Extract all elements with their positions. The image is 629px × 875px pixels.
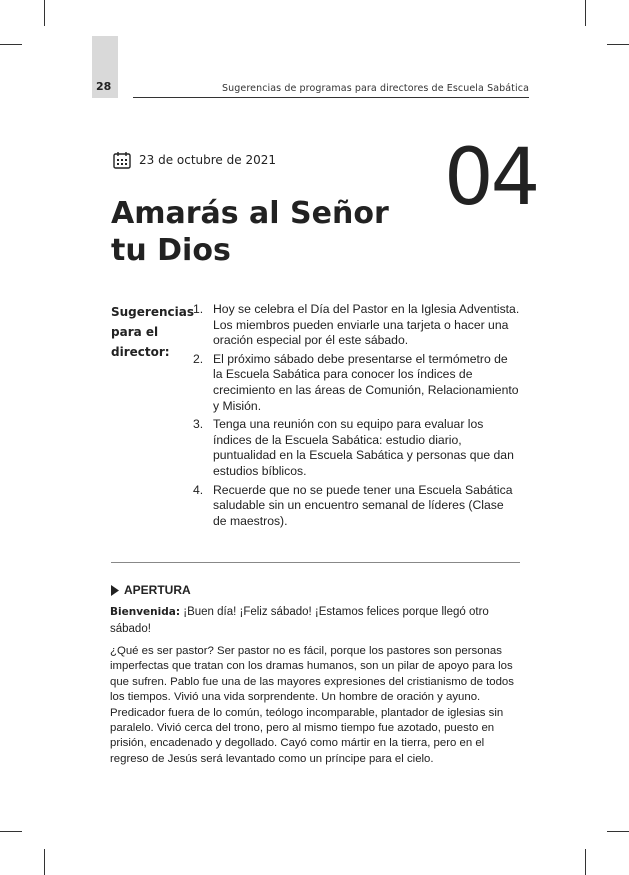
triangle-right-icon [110,585,119,596]
list-item [193,302,520,349]
item-text: Tenga una reunión con su equipo para evaluar los índices de la Escuela Sabática: estudio diario, puntualidad en la Escuela Sabática y personas que dan estudios bíblicos. [213,417,514,478]
item-text: Hoy se celebra el Día del Pastor en la Iglesia Adventista. Los miembros pueden enviarle una tarjeta o hacer una oración especial por él este sábado. [213,302,520,348]
body-paragraph: ¿Qué es ser pastor? Ser pastor no es fácil, porque los pastores son personas imperfectas que tratan con los dramas humanos, son un pilar de apoyo para los que sufren. Pablo fue una de las mayores expresiones del cristianismo de todos los tiempos. Vivió una vida sorprendente. Un hombre de oración y ayuno. Predicador fuera de lo común, teólogo incomparable, plantador de iglesias sin paralelo. Vivió cerca del trono, pero al mismo tiempo fue azotado, puesto en prisión, encadenado y degollado. Cayó como mártir en la tierra, pero en el regreso de Jesús será levantado como un príncipe para el cielo. [110,645,514,765]
crop-mark [0,44,22,45]
header-rule [133,97,529,98]
item-number: 4. [193,482,204,497]
page-number: 28 [96,80,112,93]
item-number: 1. [193,302,204,316]
welcome-text: ¡Buen día! ¡Feliz sábado! ¡Estamos felices porque llegó otro sábado! [110,606,489,635]
opening-heading [110,583,191,597]
crop-mark [585,0,586,26]
section-divider [111,562,520,563]
crop-mark [585,849,586,875]
lesson-date [113,151,276,169]
item-text: Recuerde que no se puede tener una Escuela Sabática saludable sin un encuentro semanal de líderes (Clase de maestros). [213,482,513,528]
list-item [193,417,520,479]
list-item [193,483,520,530]
crop-mark [44,0,45,26]
date-text: 23 de octubre de 2021 [139,153,276,167]
calendar-icon [113,151,131,169]
item-text: El próximo sábado debe presentarse el termómetro de la Escuela Sabática para conocer los índices de crecimiento en las áreas de Comunión, Relacionamiento y Misión. [213,351,519,413]
welcome-label: Bienvenida: [110,606,181,618]
title-line: Amarás al Señor [111,196,389,231]
lesson-title [111,195,411,269]
suggestions-list [193,302,520,532]
running-header: Sugerencias de programas para directores de Escuela Sabática [222,83,529,94]
lesson-number: 04 [444,133,538,223]
crop-mark [0,831,22,832]
welcome-paragraph [110,604,520,637]
crop-mark [44,849,45,875]
title-line: tu Dios [111,233,231,268]
opening-title: APERTURA [124,583,191,597]
list-item [193,352,520,414]
crop-mark [607,831,629,832]
suggestions-label: Sugerencias para el director: [111,305,194,359]
crop-mark [607,44,629,45]
item-number: 2. [193,351,204,366]
item-number: 3. [193,417,204,432]
